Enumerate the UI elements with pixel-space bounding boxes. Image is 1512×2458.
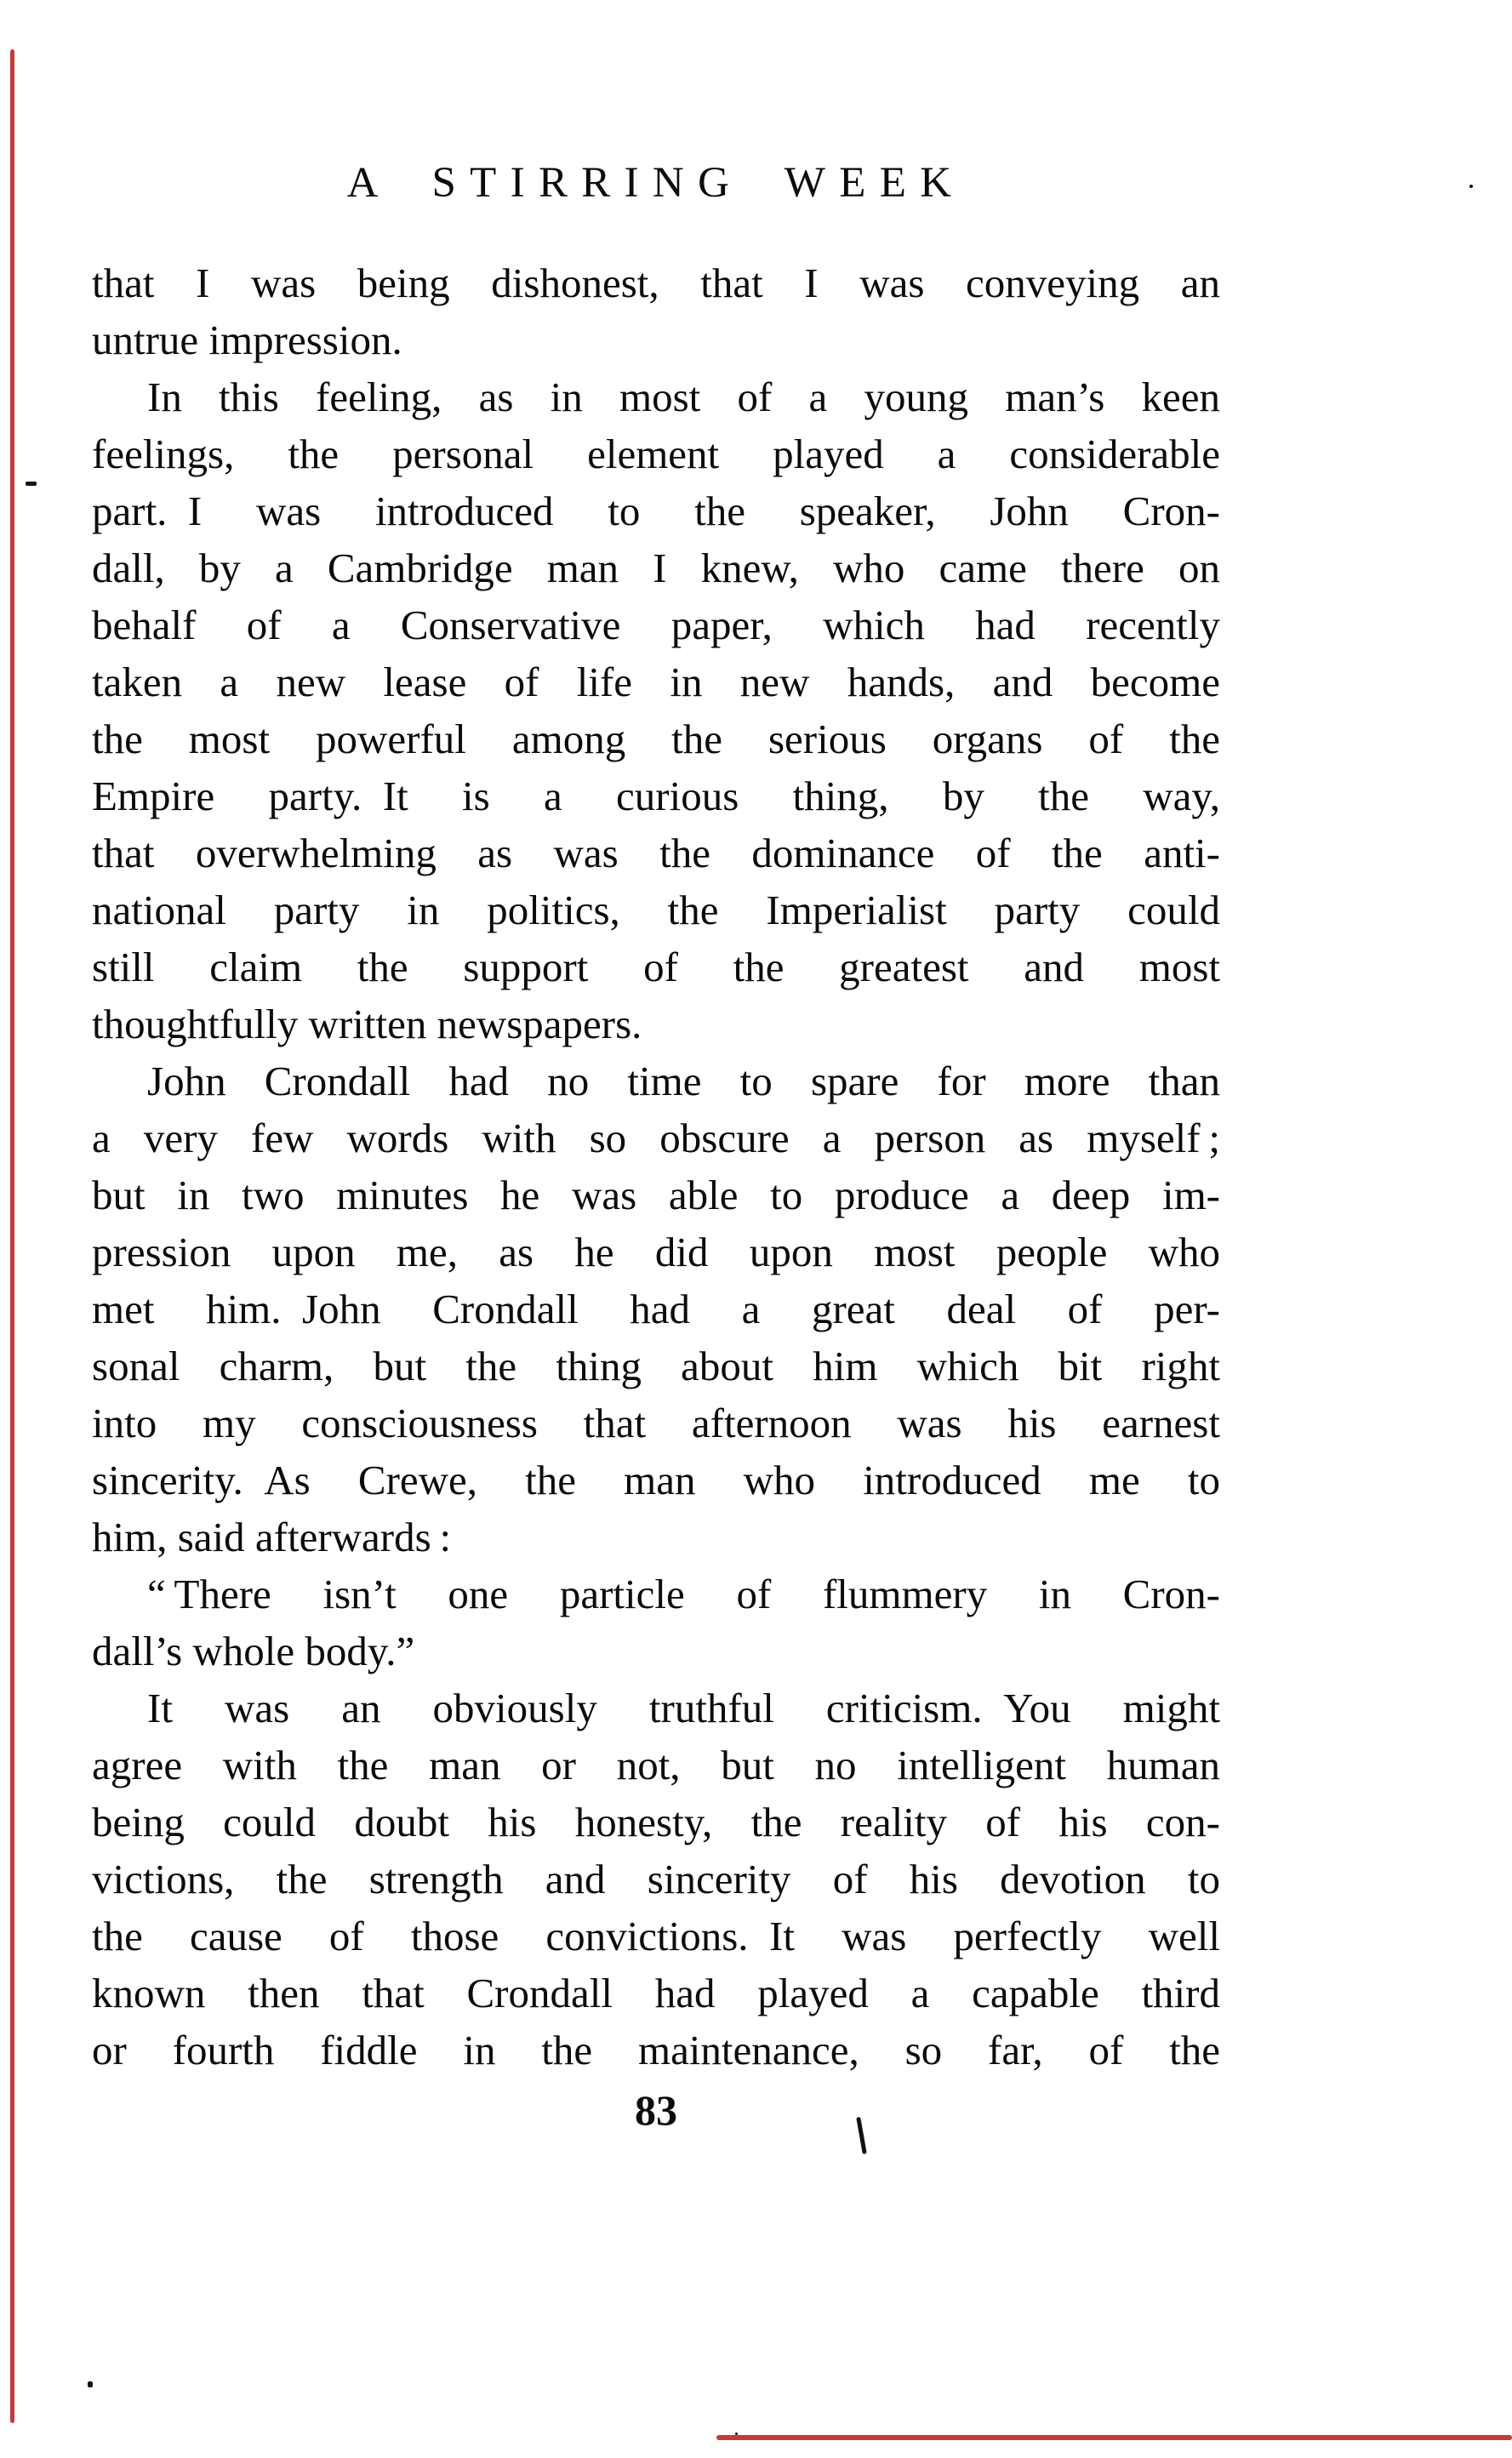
text-line: met him. John Crondall had a great deal of per- — [92, 1286, 1220, 1332]
text-line: taken a new lease of life in new hands, and become — [92, 659, 1220, 705]
text-line: “ There isn’t one particle of flummery in Cron- — [147, 1571, 1220, 1617]
text-line: In this feeling, as in most of a young man’s keen — [147, 374, 1220, 420]
text-line: untrue impression. — [92, 317, 402, 363]
text-line: into my consciousness that afternoon was his earnest — [92, 1400, 1220, 1446]
text-line: feelings, the personal element played a considerable — [92, 431, 1220, 477]
scan-red-edge-bottom — [716, 2435, 1512, 2440]
page-number: 83 — [635, 2086, 677, 2134]
text-line: behalf of a Conservative paper, which had recently — [92, 602, 1220, 648]
ink-speck — [26, 482, 37, 486]
text-line: It was an obviously truthful criticism. You might — [147, 1685, 1220, 1731]
text-line: national party in politics, the Imperialist party could — [92, 887, 1220, 933]
ink-speck — [88, 2381, 93, 2387]
text-line: victions, the strength and sincerity of his devotion to — [92, 1856, 1220, 1902]
body-text-block — [92, 254, 1220, 2079]
text-line: John Crondall had no time to spare for more than — [147, 1058, 1220, 1104]
text-line: or fourth fiddle in the maintenance, so far, of the — [92, 2027, 1220, 2073]
text-line: being could doubt his honesty, the reality of his con- — [92, 1799, 1220, 1845]
ink-speck — [735, 2432, 738, 2435]
text-line: known then that Crondall had played a capable third — [92, 1970, 1220, 2016]
text-line: him, said afterwards : — [92, 1514, 452, 1560]
ink-speck — [1469, 185, 1473, 188]
text-line: dall’s whole body.” — [92, 1628, 415, 1674]
text-line: but in two minutes he was able to produce a deep im- — [92, 1172, 1220, 1218]
text-line: pression upon me, as he did upon most people who — [92, 1229, 1220, 1275]
text-line: still claim the support of the greatest and most — [92, 944, 1220, 990]
text-line: the most powerful among the serious organs of the — [92, 716, 1220, 762]
scan-red-edge-left — [10, 49, 14, 2423]
text-line: Empire party. It is a curious thing, by the way, — [92, 773, 1220, 819]
text-line: the cause of those convictions. It was perfectly well — [92, 1913, 1220, 1959]
text-line: dall, by a Cambridge man I knew, who came there on — [92, 545, 1220, 591]
text-line: a very few words with so obscure a person as myself ; — [92, 1115, 1220, 1161]
text-line: sonal charm, but the thing about him which bit right — [92, 1343, 1220, 1389]
text-line: that overwhelming as was the dominance of the anti- — [92, 830, 1220, 876]
text-line: sincerity. As Crewe, the man who introduced me to — [92, 1457, 1220, 1503]
text-line: agree with the man or not, but no intelligent human — [92, 1742, 1220, 1788]
text-line: that I was being dishonest, that I was conveying an — [92, 259, 1220, 306]
text-line: thoughtfully written newspapers. — [92, 1001, 642, 1047]
running-head-title: A STIRRING WEEK — [346, 159, 966, 207]
text-line: part. I was introduced to the speaker, John Cron- — [92, 488, 1220, 534]
